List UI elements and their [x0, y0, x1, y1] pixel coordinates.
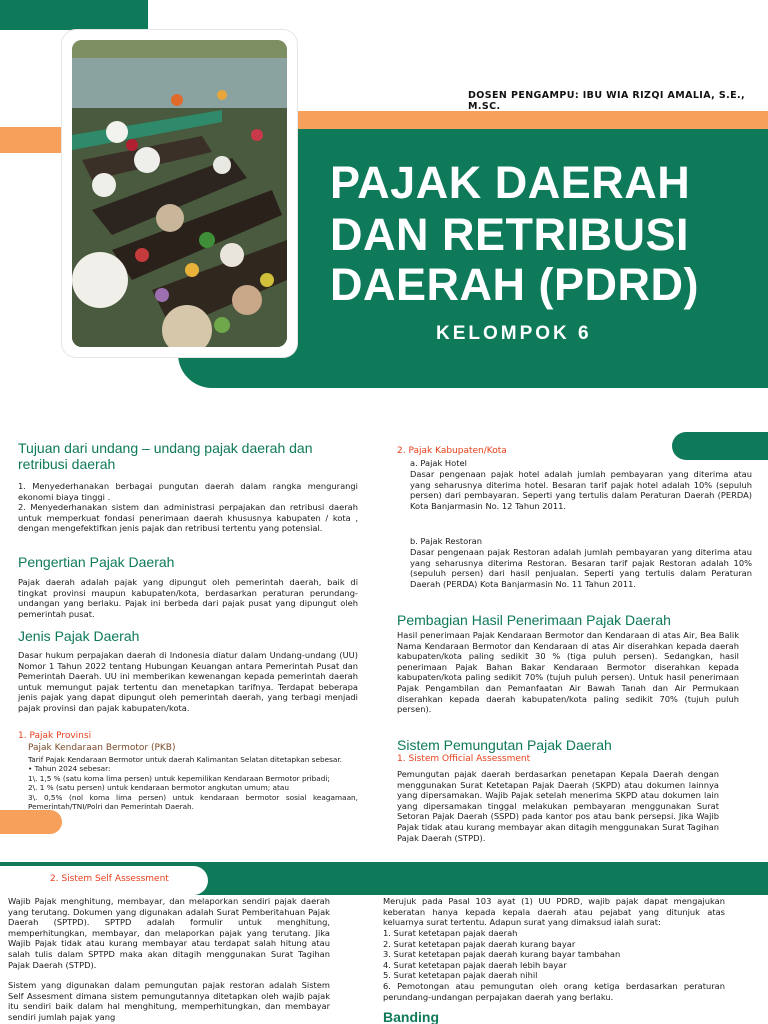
left-orange-tab [0, 810, 62, 834]
hotel-heading: a. Pajak Hotel [410, 458, 467, 468]
keberatan-item-4: 4. Surat ketetapan pajak daerah lebih bayar [383, 959, 567, 970]
self-assessment-text-2: Sistem yang digunakan dalam pemungutan pajak restoran adalah Sistem Self Assesment dimana sistem pemungutannya ditetapkan oleh wajib pajak itu sendiri baik dalam hal menghitung, memperhitungkan, dan membayar sendiri jumlah pajak yang [8, 980, 330, 1022]
floating-market-photo [72, 40, 287, 347]
hotel-text: Dasar pengenaan pajak hotel adalah jumlah pembayaran yang diterima atau yang seharusnya diterima hotel. Besaran tarif pajak hotel adalah 10% (sepuluh persen) dari pembayaran. Seperti yang tertulis dalam Peraturan Daerah (PERDA) Kota Banjarmasin No. 12 Tahun 2011. [410, 469, 752, 511]
tujuan-item-1: 1. Menyederhanakan berbagai pungutan daerah dalam rangka mengurangi ekonomi biaya tinggi . [18, 481, 358, 502]
title-line-2: DAN RETRIBUSI [330, 209, 690, 260]
restoran-text: Dasar pengenaan pajak Restoran adalah jumlah pembayaran yang diterima atau yang seharusnya diterima Restoran. Besaran tarif pajak Restoran adalah 10% (sepuluh persen) dari hasil penjualan. Seperti yang tertulis dalam Peraturan Daerah (PERDA) Kota Banjarmasin No. 11 Tahun 2011. [410, 547, 752, 589]
official-text: Pemungutan pajak daerah berdasarkan penetapan Kepala Daerah dengan menggunakan Surat Ketetapan Pajak Daerah (SKPD) atau dokumen lainnya yang dipersamakan. Wajib Pajak setelah menerima SKPD atau dokumen lain yang dipersamakan tinggal melakukan pembayaran menggunakan Surat Setoran Pajak Daerah (SSPD) pada kantor pos atau bank persepsi. Jika Wajib Pajak tidak atau kurang membayar akan ditagih menggunakan Surat Tagihan Pajak Daerah (STPD). [397, 769, 719, 843]
sistem-heading: Sistem Pemungutan Pajak Daerah [397, 737, 612, 753]
tujuan-item-2: 2. Menyederhanakan sistem dan administrasi perpajakan dan retribusi daerah untuk memperkuat fondasi penerimaan daerah khususnya kabupaten / kota , dengan mengefektifkan jenis pajak dan retribusi tertentu yang potensial. [18, 502, 358, 534]
pkb-line-5: 3\. 0,5% (nol koma lima persen) untuk kendaraan bermotor sosial keagamaan, Pemerintah/TNI/Polri dan Pemerintah Daerah. [28, 792, 358, 812]
keberatan-item-3: 3. Surat ketetapan pajak daerah kurang bayar tambahan [383, 949, 621, 960]
pembagian-heading: Pembagian Hasil Penerimaan Pajak Daerah [397, 612, 671, 628]
kelompok-label: KELOMPOK 6 [436, 323, 592, 344]
jenis-text: Dasar hukum perpajakan daerah di Indonesia diatur dalam Undang-undang (UU) Nomor 1 Tahun 2022 tentang Hubungan Keuangan antara Pemerintah Pusat dan Pemerintah Daerah. UU ini memberikan kewenangan kepada pemerintah daerah untuk memungut pajak tertentu dan menetapkan tarifnya. Terdapat beberapa jenis pajak yang dapat dipungut oleh pemerintah daerah, yang terbagi menjadi pajak provinsi dan pajak kabupaten/kota. [18, 650, 358, 713]
pkb-details [28, 755, 358, 811]
jenis-heading: Jenis Pajak Daerah [18, 628, 140, 644]
tujuan-list [18, 481, 358, 534]
keberatan-item-1: 1. Surat ketetapan pajak daerah [383, 928, 518, 938]
pkb-line-3: 1\. 1,5 % (satu koma lima persen) untuk kepemilikan Kendaraan Bermotor pribadi; [28, 773, 330, 783]
provinsi-heading: 1. Pajak Provinsi [18, 731, 92, 741]
dosen-pengampu: DOSEN PENGAMPU: IBU WIA RIZQI AMALIA, S.E., M.SC. [468, 90, 746, 112]
top-left-green-block [0, 0, 148, 30]
pkb-line-1: Tarif Pajak Kendaraan Bermotor untuk daerah Kalimantan Selatan ditetapkan sebesar. [28, 755, 343, 764]
right-orange-band [292, 111, 768, 129]
pembagian-text: Hasil penerimaan Pajak Kendaraan Bermotor dan Kendaraan di atas Air, Bea Balik Nama Kendaraan Bermotor dan Kendaraan di atas Air diserahkan kepada daerah kabupaten/kota paling sedikit 30 % (tiga puluh persen). Sedangkan, hasil penerimaan Pajak Bahan Bakar Kendaraan Bermotor diserahkan kepada kabupaten/kota paling sedikit 70% (tujuh puluh persen). Untuk hasil penerimaan Pajak Pengambilan dan Pemanfaatan Air Bawah Tanah dan Air Permukaan diserahkan kepada daerah kabupaten/kota paling sedikit 70% (tujuh puluh persen). [397, 630, 739, 715]
pengertian-heading: Pengertian Pajak Daerah [18, 554, 175, 570]
right-green-tab [672, 432, 768, 460]
pkb-heading: Pajak Kendaraan Bermotor (PKB) [28, 743, 176, 753]
pkb-line-4: 2\. 1 % (satu persen) untuk kendaraan bermotor angkutan umum; atau [28, 783, 289, 793]
self-assessment-text-1: Wajib Pajak menghitung, membayar, dan melaporkan sendiri pajak daerah yang terutang. Dokumen yang digunakan adalah Surat Pemberitahuan Pajak Daerah (SPTPD). SPTPD adalah formulir untuk menghitung, memperhitungkan, membayar, dan melaporkan pajak yang terutang. Jika Wajib Pajak tidak atau kurang membayar atau terdapat salah hitung atau salah tulis dalam SPTPD maka akan ditagih menggunakan Surat Tagihan Pajak Daerah (STPD). [8, 896, 330, 970]
keberatan-intro: Merujuk pada Pasal 103 ayat (1) UU PDRD, wajib pajak dapat mengajukan keberatan hanya kepada kepala daerah atau pejabat yang ditunjuk atas keluarnya surat tertentu. Adapun surat yang dimaksud ialah surat: [383, 896, 725, 928]
banding-heading: Banding [383, 1009, 439, 1024]
keberatan-item-6: 6. Pemotongan atau pemungutan oleh orang ketiga berdasarkan peraturan perundang-undangan perpajakan daerah yang berlaku. [383, 980, 725, 1002]
keberatan-list [383, 928, 725, 1002]
pkb-line-2: • Tahun 2024 sebesar: [28, 764, 111, 774]
restoran-heading: b. Pajak Restoran [410, 536, 482, 546]
tujuan-heading: Tujuan dari undang – undang pajak daerah dan retribusi daerah [18, 440, 313, 472]
keberatan-item-5: 5. Surat ketetapan pajak daerah nihil [383, 970, 538, 981]
self-assessment-heading: 2. Sistem Self Assessment [50, 874, 169, 884]
kabkota-heading: 2. Pajak Kabupaten/Kota [397, 446, 507, 456]
left-orange-band [0, 127, 70, 153]
keberatan-item-2: 2. Surat ketetapan pajak daerah kurang bayar [383, 938, 576, 949]
photo-frame [62, 30, 297, 357]
title-line-3: DAERAH (PDRD) [330, 259, 699, 310]
pengertian-text: Pajak daerah adalah pajak yang dipungut oleh pemerintah daerah, baik di tingkat provinsi maupun kabupaten/kota, berdasarkan peraturan perundang-undangan yang berlaku. Pajak ini berbeda dari pajak pusat yang dipungut oleh pemerintah pusat. [18, 577, 358, 619]
official-heading: 1. Sistem Official Assessment [397, 754, 531, 764]
title-line-1: PAJAK DAERAH [330, 157, 691, 208]
